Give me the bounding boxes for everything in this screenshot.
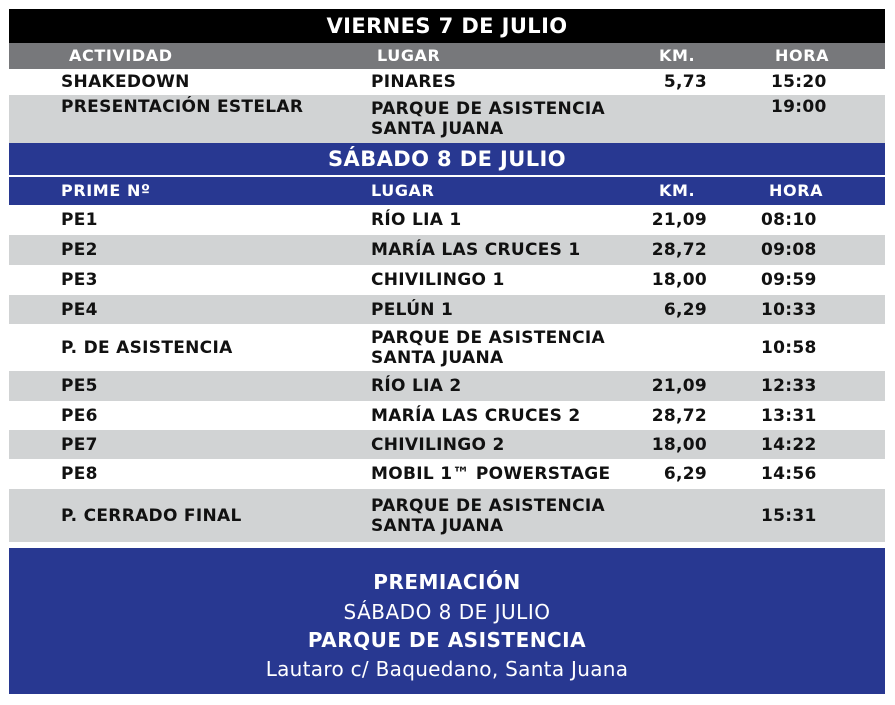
- place-line: RÍO LIA 2: [371, 376, 462, 396]
- km-cell: 18,00: [651, 270, 707, 290]
- km-cell: [629, 95, 707, 143]
- place-line: MARÍA LAS CRUCES 1: [371, 240, 581, 260]
- stage-cell: P. DE ASISTENCIA: [61, 337, 233, 358]
- header-time: HORA: [769, 181, 824, 200]
- time-cell: 15:20: [771, 72, 827, 92]
- awards-address: Lautaro c/ Baquedano, Santa Juana: [265, 657, 629, 681]
- time-cell: 10:58: [761, 337, 817, 358]
- time-cell: 19:00: [771, 97, 827, 117]
- saturday-header-row: [9, 175, 885, 205]
- place-cell: [371, 95, 605, 143]
- header-place: LUGAR: [377, 46, 441, 65]
- place-line: SANTA JUANA: [371, 347, 504, 368]
- place-line: PELÚN 1: [371, 299, 454, 320]
- table-row: [9, 489, 885, 542]
- stage-cell: PE6: [61, 405, 98, 426]
- table-row: [9, 371, 885, 401]
- stage-cell: P. CERRADO FINAL: [61, 505, 242, 526]
- place-cell: [371, 324, 605, 371]
- time-cell: 10:33: [761, 299, 817, 320]
- place-cell: [371, 371, 462, 401]
- header-time: HORA: [775, 46, 830, 65]
- place-cell: [371, 265, 505, 295]
- km-cell: 21,09: [651, 210, 707, 230]
- schedule-table: [9, 9, 885, 542]
- saturday-banner: [9, 143, 885, 175]
- stage-cell: PE8: [61, 464, 98, 484]
- place-cell: [371, 401, 581, 430]
- km-cell: 5,73: [663, 72, 707, 92]
- place-line: RÍO LIA 1: [371, 210, 462, 230]
- time-cell: 09:59: [761, 270, 817, 290]
- awards-date: SÁBADO 8 DE JULIO: [343, 600, 551, 624]
- activity-cell: SHAKEDOWN: [61, 72, 190, 92]
- header-activity: ACTIVIDAD: [69, 46, 173, 65]
- km-cell: [629, 324, 707, 371]
- place-line: PINARES: [371, 72, 457, 92]
- place-line: PARQUE DE ASISTENCIA: [371, 99, 605, 119]
- activity-cell: PRESENTACIÓN ESTELAR: [61, 97, 304, 117]
- place-line: CHIVILINGO 1: [371, 270, 505, 290]
- header-place: LUGAR: [371, 181, 435, 200]
- place-cell: [371, 69, 456, 95]
- place-cell: [371, 430, 505, 459]
- awards-title: PREMIACIÓN: [373, 570, 521, 594]
- place-line: SANTA JUANA: [371, 515, 504, 536]
- place-cell: [371, 489, 605, 542]
- stage-cell: PE7: [61, 434, 98, 455]
- table-row: [9, 459, 885, 489]
- time-cell: 14:56: [761, 464, 817, 484]
- place-line: PARQUE DE ASISTENCIA: [371, 495, 605, 516]
- stage-cell: PE4: [61, 299, 98, 320]
- stage-cell: PE2: [61, 240, 98, 260]
- time-cell: 12:33: [761, 376, 817, 396]
- time-cell: 14:22: [761, 434, 817, 455]
- km-cell: 6,29: [663, 464, 707, 484]
- time-cell: 08:10: [761, 210, 817, 230]
- table-row: [9, 324, 885, 371]
- header-km: KM.: [659, 46, 696, 65]
- friday-title: VIERNES 7 DE JULIO: [326, 14, 568, 38]
- table-row: [9, 401, 885, 430]
- km-cell: 28,72: [651, 240, 707, 260]
- km-cell: 6,29: [663, 299, 707, 320]
- table-row: [9, 205, 885, 235]
- place-cell: [371, 295, 453, 324]
- time-cell: 15:31: [761, 505, 817, 526]
- table-row: [9, 235, 885, 265]
- header-km: KM.: [659, 181, 696, 200]
- table-row: [9, 430, 885, 459]
- place-line: MARÍA LAS CRUCES 2: [371, 405, 581, 426]
- stage-cell: PE3: [61, 270, 98, 290]
- km-cell: 28,72: [651, 405, 707, 426]
- place-line: SANTA JUANA: [371, 119, 504, 139]
- place-line: MOBIL 1™ POWERSTAGE: [371, 464, 611, 484]
- header-stage: PRIME Nº: [61, 181, 151, 200]
- saturday-rows: [9, 205, 885, 542]
- stage-cell: PE5: [61, 376, 98, 396]
- time-cell: 09:08: [761, 240, 817, 260]
- awards-footer: [9, 548, 885, 694]
- place-line: PARQUE DE ASISTENCIA: [371, 327, 605, 348]
- place-cell: [371, 459, 610, 489]
- friday-row: [9, 95, 885, 143]
- friday-banner: [9, 9, 885, 43]
- km-cell: [629, 489, 707, 542]
- km-cell: 21,09: [651, 376, 707, 396]
- table-row: [9, 295, 885, 324]
- saturday-title: SÁBADO 8 DE JULIO: [328, 147, 566, 171]
- place-cell: [371, 205, 462, 235]
- km-cell: 18,00: [651, 434, 707, 455]
- friday-row: [9, 69, 885, 95]
- awards-venue: PARQUE DE ASISTENCIA: [307, 628, 587, 652]
- stage-cell: PE1: [61, 210, 98, 230]
- place-line: CHIVILINGO 2: [371, 434, 505, 455]
- friday-header-row: [9, 43, 885, 69]
- place-cell: [371, 235, 581, 265]
- time-cell: 13:31: [761, 405, 817, 426]
- table-row: [9, 265, 885, 295]
